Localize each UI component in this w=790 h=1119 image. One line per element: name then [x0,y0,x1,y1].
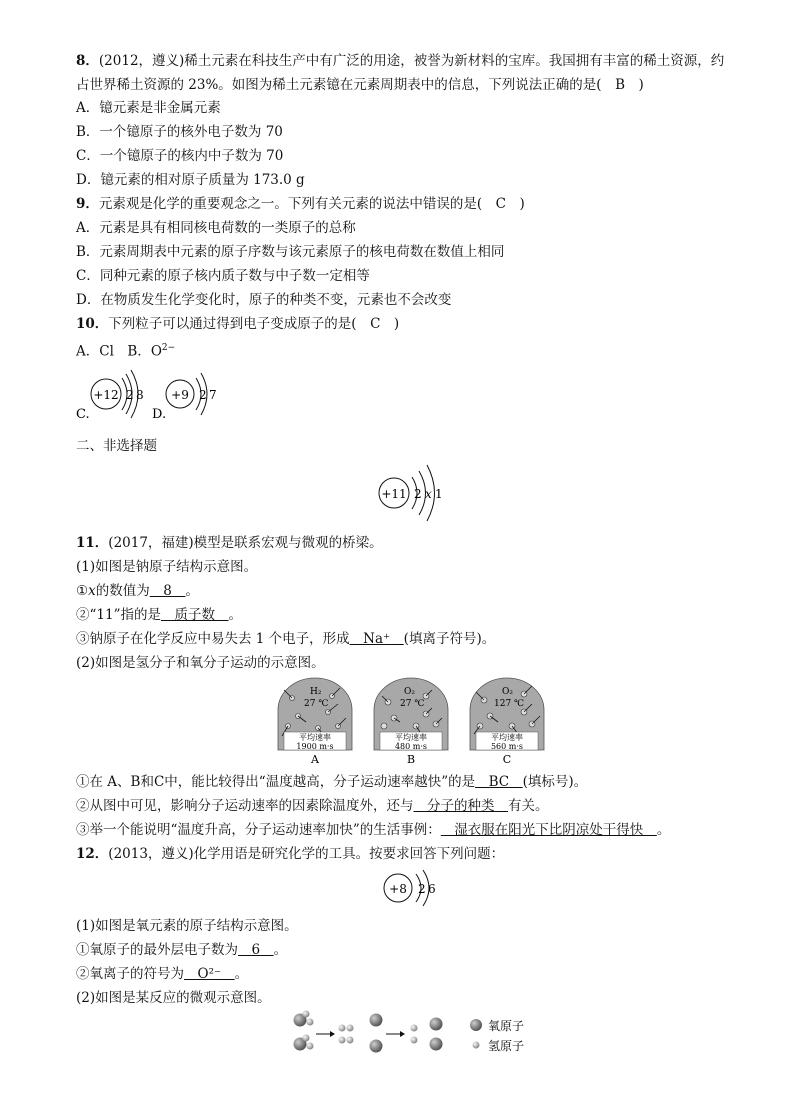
oxygen-atom-diagram [376,866,456,910]
q8-option-a: A．镱元素是非金属元素 [76,100,221,116]
svg-text:1900 m·s: 1900 m·s [296,742,334,751]
svg-text:127 ℃: 127 ℃ [494,699,525,709]
q12-stem: 12．(2013，遵义)化学用语是研究化学的工具。按要求回答下列问题： [76,846,505,862]
reaction-legend [468,1016,548,1056]
svg-text:560 m·s: 560 m·s [490,742,524,751]
svg-text:O₂: O₂ [404,687,415,697]
svg-text:1: 1 [435,487,443,501]
panel-letter: B [406,753,416,766]
q11-part1: (1)如图是钠原子结构示意图。 [76,559,258,575]
q9-option-b: B．元素周期表中元素的原子序数与该元素原子的核电荷数在数值上相同 [76,244,505,260]
q8-stem-line1: 8．(2012，遵义)稀土元素在科技生产中有广泛的用途，被誉为新材料的宝库。我国拥有丰富的稀土资源，约 [76,53,725,69]
shell-electrons: 2 [199,388,207,402]
svg-text:平均速率: 平均速率 [491,733,523,742]
q10-option-c-label: C. [76,407,90,422]
q8-option-b: B．一个镱原子的核外电子数为 70 [76,124,283,140]
q11-sub-t1: ①在 A、B和C中，能比较得出“温度越高，分子运动速率越快”的是＿BC＿(填标号)。 [76,774,588,790]
svg-text:O₂: O₂ [502,687,513,697]
panel-c [470,678,544,766]
q9-stem: 9．元素观是化学的重要观念之一。下列有关元素的说法中错误的是( C ) [76,196,525,212]
answer-blank: ＿6＿ [238,942,274,958]
svg-text:x: x [425,487,432,501]
shell-electrons: 7 [209,388,217,402]
q12-part2: (2)如图是某反应的微观示意图。 [76,990,271,1006]
svg-text:+8: +8 [389,882,407,896]
q10-stem: 10．下列粒子可以通过得到电子变成原子的是( C ) [76,316,400,332]
q10-atom-diagrams [70,364,240,424]
q11-sub-t2: ②从图中可见，影响分子运动速率的因素除温度外，还与＿分子的种类＿有关。 [76,798,549,814]
q10-options-ab: A．Cl B．$O^{2-}$ [76,343,176,360]
sodium-atom-diagram [372,460,462,524]
panel-letter: C [502,753,512,766]
molecule-motion-panels [270,674,556,766]
svg-text:6: 6 [428,882,436,896]
q12-part1: (1)如图是氧元素的原子结构示意图。 [76,918,298,934]
answer-blank: ＿分子的种类＿ [413,798,508,814]
answer-blank: ＿湿衣服在阳光下比阴凉处干得快＿ [440,822,657,838]
q8-option-c: C．一个镱原子的核内中子数为 70 [76,148,284,164]
svg-text:27 ℃: 27 ℃ [304,699,329,709]
svg-text:2: 2 [414,487,422,501]
q11-stem: 11．(2017，福建)模型是联系宏观与微观的桥梁。 [76,535,383,551]
reaction-micro-diagram [290,1010,460,1060]
svg-text:平均速率: 平均速率 [395,733,427,742]
q11-sub-t3: ③举一个能说明“温度升高，分子运动速率加快”的生活事例：＿湿衣服在阳光下比阴凉处干得快＿。 [76,822,671,838]
answer-blank: ＿Na⁺＿ [349,631,404,647]
svg-text:480 m·s: 480 m·s [394,742,428,751]
nucleus-charge: +9 [171,388,189,402]
q12-sub1: ①氧原子的最外层电子数为＿6＿。 [76,942,288,958]
shell-electrons: 8 [136,388,144,402]
svg-text:H₂: H₂ [310,687,322,697]
panel-b [374,678,448,766]
shell-electrons: 2 [126,388,134,402]
q8-option-d: D．镱元素的相对原子质量为 173.0 g [76,172,305,188]
section-heading: 二、非选择题 [76,438,157,454]
svg-text:27 ℃: 27 ℃ [400,699,425,709]
legend-oxygen: 氧原子 [488,1019,525,1033]
answer-blank: ＿质子数＿ [160,607,229,623]
svg-text:平均速率: 平均速率 [299,733,331,742]
q12-sub2: ②氧离子的符号为＿O²⁻＿。 [76,966,249,982]
q10-option-d-label: D. [152,407,167,422]
answer-blank: ＿BC＿ [475,774,523,790]
answer-blank: ＿8＿ [149,583,186,599]
q9-option-c: C．同种元素的原子核内质子数与中子数一定相等 [76,268,370,284]
q9-option-d: D．在物质发生化学变化时，原子的种类不变，元素也不会改变 [76,292,452,308]
svg-text:+11: +11 [381,487,407,501]
oxygen-atom-icon [470,1019,482,1031]
hydrogen-atom-icon [473,1042,480,1049]
q11-sub3: ③钠原子在化学反应中易失去 1 个电子，形成＿Na⁺＿(填离子符号)。 [76,631,496,647]
q11-sub1: ①x的数值为＿8＿。 [76,583,199,599]
q11-sub2: ②“11”指的是＿质子数＿。 [76,607,242,623]
nucleus-charge: +12 [93,388,119,402]
q11-part2: (2)如图是氢分子和氧分子运动的示意图。 [76,655,325,671]
answer-blank: ＿O²⁻＿ [184,966,235,982]
q8-stem-line2: 占世界稀土资源的 23%。如图为稀土元素镱在元素周期表中的信息，下列说法正确的是( B ) [76,77,644,93]
q9-option-a: A．元素是具有相同核电荷数的一类原子的总称 [76,220,356,236]
legend-hydrogen: 氢原子 [488,1039,525,1053]
panel-a [278,678,352,766]
svg-text:2: 2 [418,882,426,896]
panel-letter: A [311,753,319,766]
